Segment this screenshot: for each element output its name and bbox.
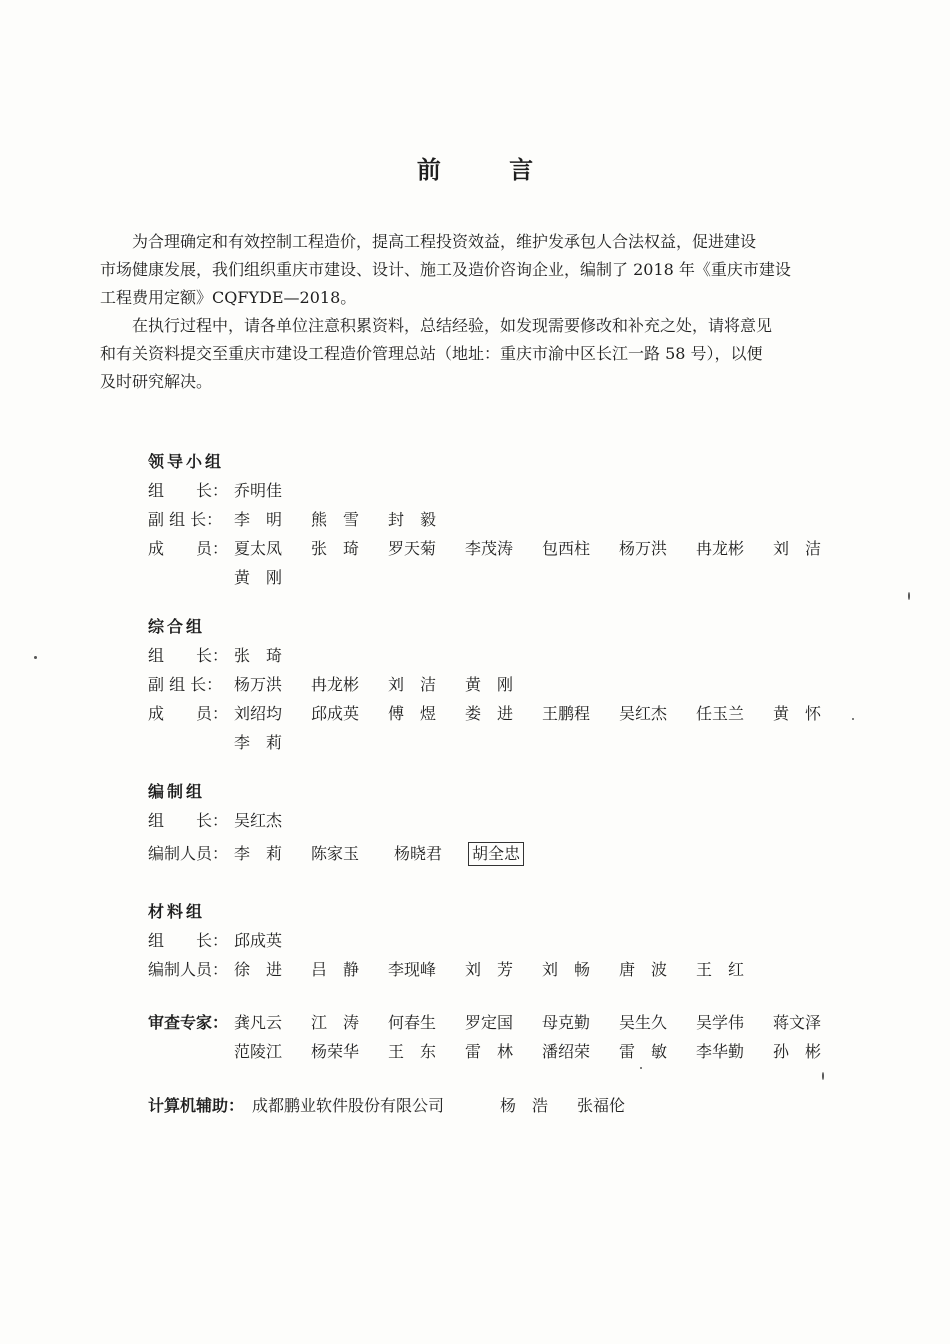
role-label: 编制人员：: [148, 844, 229, 863]
computer-assist-row: [148, 1091, 626, 1120]
member-row: [148, 699, 868, 728]
member-name: 何春生: [388, 1013, 437, 1032]
scan-speck: [908, 592, 910, 600]
member-name: 王鹏程: [542, 704, 591, 723]
section-leadership-group: [148, 448, 868, 592]
member-name: 刘 畅: [542, 960, 591, 979]
page-title: 前 言: [416, 156, 564, 184]
role-label: 副 组 长：: [148, 510, 223, 529]
role-label: 组 长：: [148, 646, 229, 665]
role-label: 审查专家：: [148, 1013, 229, 1032]
member-name: 孙 彬: [773, 1042, 822, 1061]
preface-paragraph-1: [100, 228, 870, 312]
member-name: 傅 煜: [388, 704, 437, 723]
role-label: 副 组 长：: [148, 675, 223, 694]
member-name: 唐 波: [619, 960, 668, 979]
member-name: 张福伦: [577, 1096, 626, 1115]
member-name: 李 莉: [234, 844, 283, 863]
role-label: 组 长：: [148, 811, 229, 830]
member-name: 杨 浩: [500, 1096, 549, 1115]
member-name: 刘 洁: [773, 539, 822, 558]
member-name: 刘 芳: [465, 960, 514, 979]
member-name: 李华勤: [696, 1042, 745, 1061]
member-row: [148, 534, 868, 563]
role-label: 成 员：: [148, 704, 229, 723]
preface-paragraph-2: [100, 312, 870, 396]
member-name: 吴学伟: [696, 1013, 745, 1032]
member-name: 雷 敏: [619, 1042, 668, 1061]
member-name: 黄 刚: [234, 568, 283, 587]
member-name: 封 毅: [388, 510, 437, 529]
member-name: 张 琦: [311, 539, 360, 558]
company-name: 成都鹏业软件股份有限公司: [252, 1096, 445, 1115]
member-row: [148, 641, 868, 670]
computer-assist-label: 计算机辅助：: [148, 1096, 245, 1115]
member-name: 徐 进: [234, 960, 283, 979]
member-name: 罗定国: [465, 1013, 514, 1032]
member-row: [148, 505, 868, 534]
member-name: 任玉兰: [696, 704, 745, 723]
member-name: 吴生久: [619, 1013, 668, 1032]
scan-speck: [640, 1067, 642, 1069]
member-name: 李现峰: [388, 960, 437, 979]
member-name: 娄 进: [465, 704, 514, 723]
member-name: 刘 洁: [388, 675, 437, 694]
member-row: [148, 563, 868, 592]
section-title: 材料组: [148, 902, 206, 921]
member-name: 王 红: [696, 960, 745, 979]
member-name: 范陵江: [234, 1042, 283, 1061]
member-name: 杨荣华: [311, 1042, 360, 1061]
scan-speck: [34, 656, 37, 659]
section-title: 综合组: [148, 617, 206, 636]
member-name-boxed: 胡全忠: [468, 839, 524, 868]
member-name: 雷 林: [465, 1042, 514, 1061]
role-label: 成 员：: [148, 539, 229, 558]
member-name: 王 东: [388, 1042, 437, 1061]
section-materials-group: [148, 898, 868, 984]
member-row: [148, 1008, 868, 1037]
paragraph-line: 为合理确定和有效控制工程造价，提高工程投资效益，维护发承包人合法权益，促进建设: [132, 232, 757, 251]
member-name: 陈家玉: [311, 844, 360, 863]
member-name: 杨晓君: [394, 844, 443, 863]
member-name: 邱成英: [311, 704, 360, 723]
member-row: [148, 806, 868, 835]
member-row: [148, 670, 868, 699]
scan-speck: [822, 1072, 824, 1080]
member-name: 黄 怀: [773, 704, 822, 723]
member-name: 李 明: [234, 510, 283, 529]
member-name: 杨万洪: [234, 675, 283, 694]
role-label: 组 长：: [148, 481, 229, 500]
member-row: [148, 926, 868, 955]
paragraph-line: 市场健康发展，我们组织重庆市建设、设计、施工及造价咨询企业，编制了 2018 年《重庆市建设: [100, 260, 791, 279]
member-name: 蒋文泽: [773, 1013, 822, 1032]
member-name: 黄 刚: [465, 675, 514, 694]
paragraph-line: 在执行过程中，请各单位注意积累资料，总结经验，如发现需要修改和补充之处，请将意见: [132, 316, 773, 335]
section-title: 编制组: [148, 782, 206, 801]
member-name: 冉龙彬: [311, 675, 360, 694]
member-name: 张 琦: [234, 646, 283, 665]
role-label: 编制人员：: [148, 960, 229, 979]
scan-speck: [852, 718, 854, 720]
member-name: 邱成英: [234, 931, 283, 950]
member-name: 熊 雪: [311, 510, 360, 529]
member-name: 母克勤: [542, 1013, 591, 1032]
member-row: [148, 476, 868, 505]
member-name: 杨万洪: [619, 539, 668, 558]
member-name: 李茂涛: [465, 539, 514, 558]
paragraph-line: 及时研究解决。: [100, 372, 213, 391]
role-label: 组 长：: [148, 931, 229, 950]
member-name: 包西柱: [542, 539, 591, 558]
section-title: 领导小组: [148, 452, 225, 471]
member-name: 龚凡云: [234, 1013, 283, 1032]
section-compilation-group: [148, 778, 868, 868]
member-name: 吴红杰: [234, 811, 283, 830]
member-row: [148, 839, 868, 868]
paragraph-line: 和有关资料提交至重庆市建设工程造价管理总站（地址：重庆市渝中区长江一路 58 号），以便: [100, 344, 763, 363]
member-row: [148, 955, 868, 984]
member-name: 罗天菊: [388, 539, 437, 558]
member-row: [148, 1037, 868, 1066]
member-name: 江 涛: [311, 1013, 360, 1032]
member-name: 冉龙彬: [696, 539, 745, 558]
section-general-group: [148, 613, 868, 757]
member-name: 吴红杰: [619, 704, 668, 723]
member-name: 夏太凤: [234, 539, 283, 558]
member-name: 李 莉: [234, 733, 283, 752]
member-name: 乔明佳: [234, 481, 283, 500]
member-name: 潘绍荣: [542, 1042, 591, 1061]
member-name: 刘绍均: [234, 704, 283, 723]
member-row: [148, 728, 868, 757]
member-name: 吕 静: [311, 960, 360, 979]
section-review-experts: [148, 1008, 868, 1066]
paragraph-line: 工程费用定额》CQFYDE—2018。: [100, 288, 357, 307]
